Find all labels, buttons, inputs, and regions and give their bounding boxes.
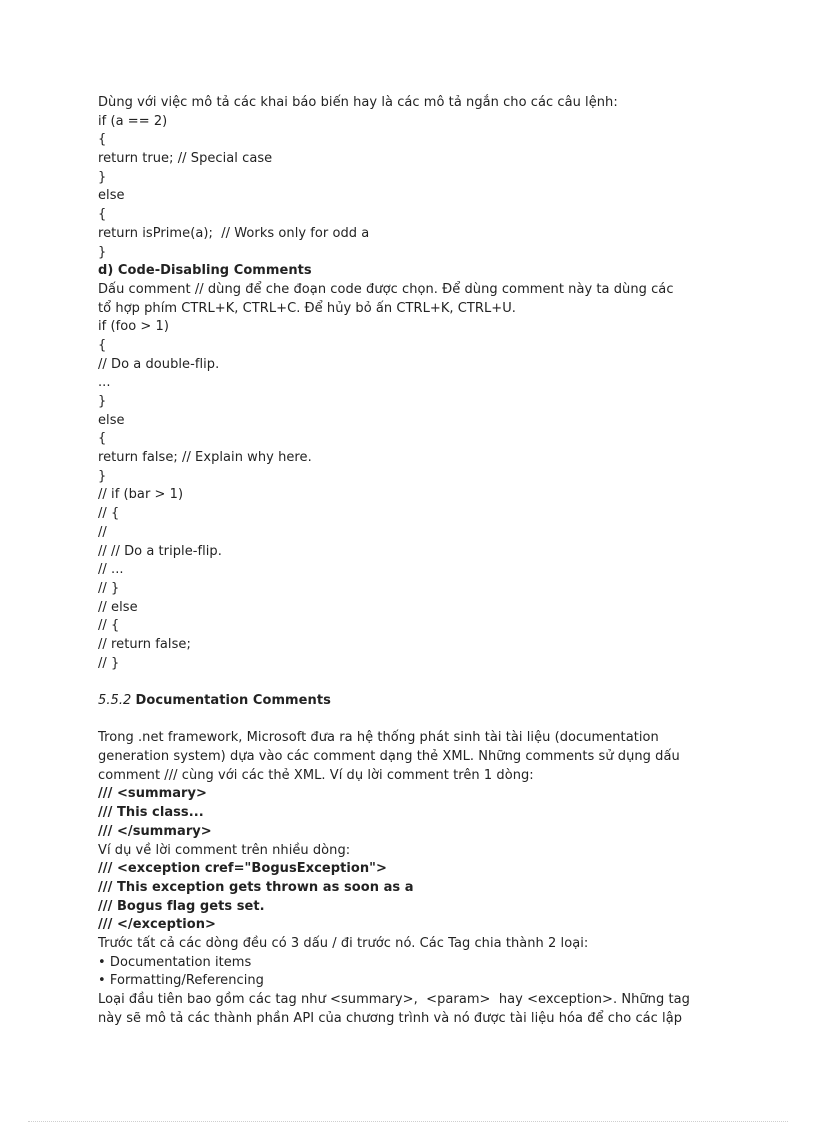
text-line: Dấu comment // dùng để che đoạn code được chọn. Để dùng comment này ta dùng các: [98, 281, 674, 297]
blank-line: [98, 711, 723, 730]
text-line: Ví dụ về lời comment trên nhiều dòng:: [98, 842, 351, 858]
text-line: Trước tất cả các dòng đều có 3 dấu / đi trước nó. Các Tag chia thành 2 loại:: [98, 935, 589, 951]
code-line: // {: [98, 506, 120, 522]
xml-code-line: /// This class...: [98, 805, 204, 821]
code-line: if (a == 2): [98, 113, 168, 129]
code-line: return true; // Special case: [98, 151, 273, 167]
section-title: Documentation Comments: [135, 693, 331, 708]
xml-code-line: /// <exception cref="BogusException">: [98, 861, 387, 877]
text-line: generation system) dựa vào các comment dạng thẻ XML. Những comments sử dụng dấu: [98, 749, 680, 765]
code-line: return isPrime(a); // Works only for odd a: [98, 225, 370, 241]
code-line: // Do a double-flip.: [98, 356, 220, 372]
text-line: comment /// cùng với các thẻ XML. Ví dụ lời comment trên 1 dòng:: [98, 767, 534, 783]
section-heading: [98, 692, 723, 711]
xml-code-line: /// </summary>: [98, 823, 212, 839]
code-line: if (foo > 1): [98, 319, 169, 335]
text-line: Trong .net framework, Microsoft đưa ra hệ thống phát sinh tài tài liệu (documentation: [98, 730, 659, 746]
blank-line: [98, 673, 723, 692]
code-line: {: [98, 132, 107, 148]
code-line: else: [98, 412, 125, 428]
code-line: // {: [98, 618, 120, 634]
code-line: // }: [98, 655, 120, 671]
text-line: Dùng với việc mô tả các khai báo biến hay là các mô tả ngắn cho các câu lệnh:: [98, 95, 618, 110]
code-line: {: [98, 207, 107, 223]
code-line: else: [98, 188, 125, 204]
code-line: // // Do a triple-flip.: [98, 543, 222, 559]
code-line: return false; // Explain why here.: [98, 450, 312, 466]
code-line: ...: [98, 375, 111, 391]
bullet-item: • Formatting/Referencing: [98, 973, 264, 989]
xml-code-line: /// <summary>: [98, 786, 207, 802]
code-line: //: [98, 524, 107, 540]
code-line: {: [98, 337, 107, 353]
document-page: [98, 94, 723, 1028]
xml-code-line: /// Bogus flag gets set.: [98, 898, 265, 914]
code-line: // else: [98, 599, 138, 615]
text-line: Loại đầu tiên bao gồm các tag như <summary>, <param> hay <exception>. Những tag: [98, 992, 690, 1007]
text-line: tổ hợp phím CTRL+K, CTRL+C. Để hủy bỏ ấn CTRL+K, CTRL+U.: [98, 300, 516, 316]
page-bottom-rule: [28, 1121, 788, 1122]
code-line: }: [98, 169, 107, 185]
code-line: // if (bar > 1): [98, 487, 184, 503]
code-line: }: [98, 394, 107, 409]
code-line: }: [98, 468, 107, 484]
bullet-item: • Documentation items: [98, 954, 252, 970]
section-number: 5.5.2: [98, 693, 132, 708]
text-line: này sẽ mô tả các thành phần API của chương trình và nó được tài liệu hóa để cho các lập: [98, 1010, 683, 1026]
code-line: // ...: [98, 562, 124, 578]
code-line: {: [98, 431, 107, 447]
subsection-heading: d) Code-Disabling Comments: [98, 263, 312, 279]
code-line: // }: [98, 580, 120, 596]
code-line: }: [98, 244, 107, 260]
code-line: // return false;: [98, 636, 191, 652]
xml-code-line: /// This exception gets thrown as soon as a: [98, 879, 414, 895]
xml-code-line: /// </exception>: [98, 917, 216, 933]
